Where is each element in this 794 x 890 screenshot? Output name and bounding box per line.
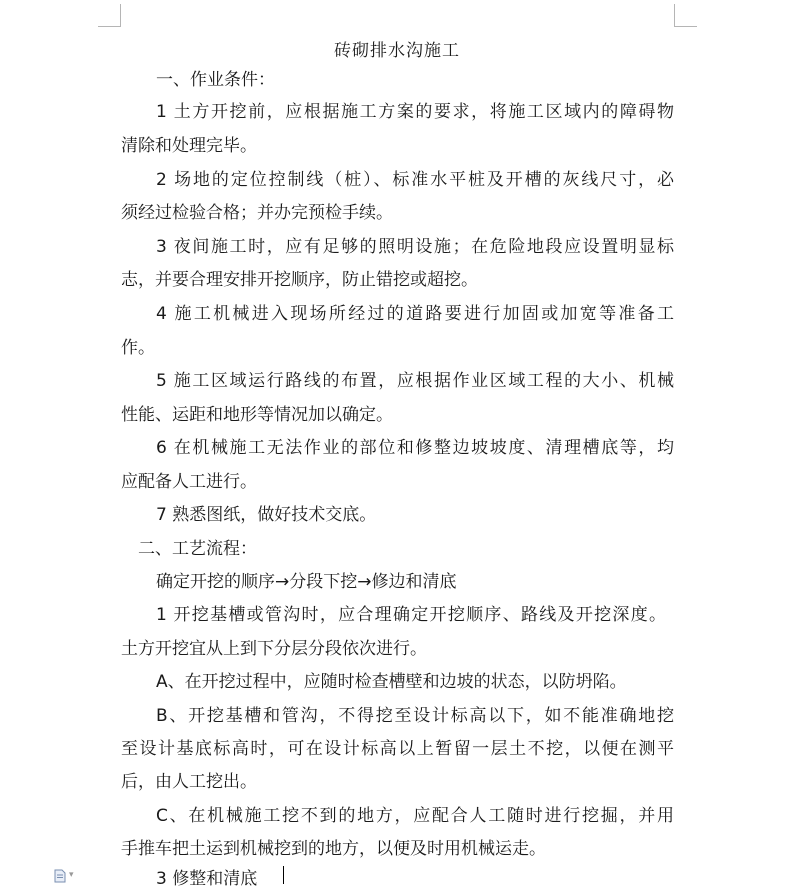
paragraph-line: 5 施工区域运行路线的布置，应根据作业区域工程的大小、机械 <box>156 371 674 391</box>
paragraph-line: 1 开挖基槽或管沟时，应合理确定开挖顺序、路线及开挖深度。 <box>156 605 666 625</box>
page-corner-mark-top-left <box>98 4 121 27</box>
paragraph-line: 3 夜间施工时，应有足够的照明设施；在危险地段应设置明显标 <box>156 237 674 257</box>
paragraph-line: 志，并要合理安排开挖顺序，防止错挖或超挖。 <box>121 270 478 290</box>
paragraph-line: 须经过检验合格；并办完预检手续。 <box>121 203 393 223</box>
heading-work-conditions: 一、作业条件： <box>156 70 275 90</box>
chevron-down-icon[interactable]: ▾ <box>69 870 74 880</box>
heading-process-flow: 二、工艺流程： <box>138 539 257 559</box>
page-corner-mark-top-right <box>674 4 697 27</box>
paragraph-line: B、开挖基槽和管沟，不得挖至设计标高以下，如不能准确地挖 <box>156 706 674 726</box>
paragraph-line: 7 熟悉图纸，做好技术交底。 <box>156 505 377 525</box>
paragraph-line: 土方开挖宜从上到下分层分段依次进行。 <box>121 639 427 659</box>
paragraph-line: 清除和处理完毕。 <box>121 136 257 156</box>
paragraph-line: 作。 <box>121 338 155 358</box>
paragraph-line: 1 土方开挖前，应根据施工方案的要求，将施工区域内的障碍物 <box>156 102 674 122</box>
paragraph-line: 手推车把土运到机械挖到的地方，以便及时用机械运走。 <box>121 839 546 859</box>
paragraph-line: C、在机械施工挖不到的地方，应配合人工随时进行挖掘，并用 <box>156 806 674 826</box>
paragraph-line: 确定开挖的顺序→分段下挖→修边和清底 <box>156 572 457 592</box>
document-title: 砖砌排水沟施工 <box>334 41 460 61</box>
paragraph-line: 后，由人工挖出。 <box>121 772 257 792</box>
paste-options-icon[interactable] <box>54 868 66 882</box>
paragraph-line: 2 场地的定位控制线（桩）、标准水平桩及开槽的灰线尺寸，必 <box>156 170 674 190</box>
paragraph-line: 6 在机械施工无法作业的部位和修整边坡坡度、清理槽底等，均 <box>156 438 674 458</box>
paragraph-line: 至设计基底标高时，可在设计标高以上暂留一层土不挖，以便在测平 <box>121 739 674 759</box>
paragraph-line: A、在开挖过程中，应随时检查槽壁和边坡的状态，以防坍陷。 <box>156 672 627 692</box>
paragraph-line: 4 施工机械进入现场所经过的道路要进行加固或加宽等准备工 <box>156 304 674 324</box>
paragraph-line: 应配备人工进行。 <box>121 472 257 492</box>
paragraph-line: 性能、运距和地形等情况加以确定。 <box>121 405 393 425</box>
paragraph-line: 3 修整和清底 <box>156 869 258 889</box>
text-cursor <box>283 866 284 884</box>
